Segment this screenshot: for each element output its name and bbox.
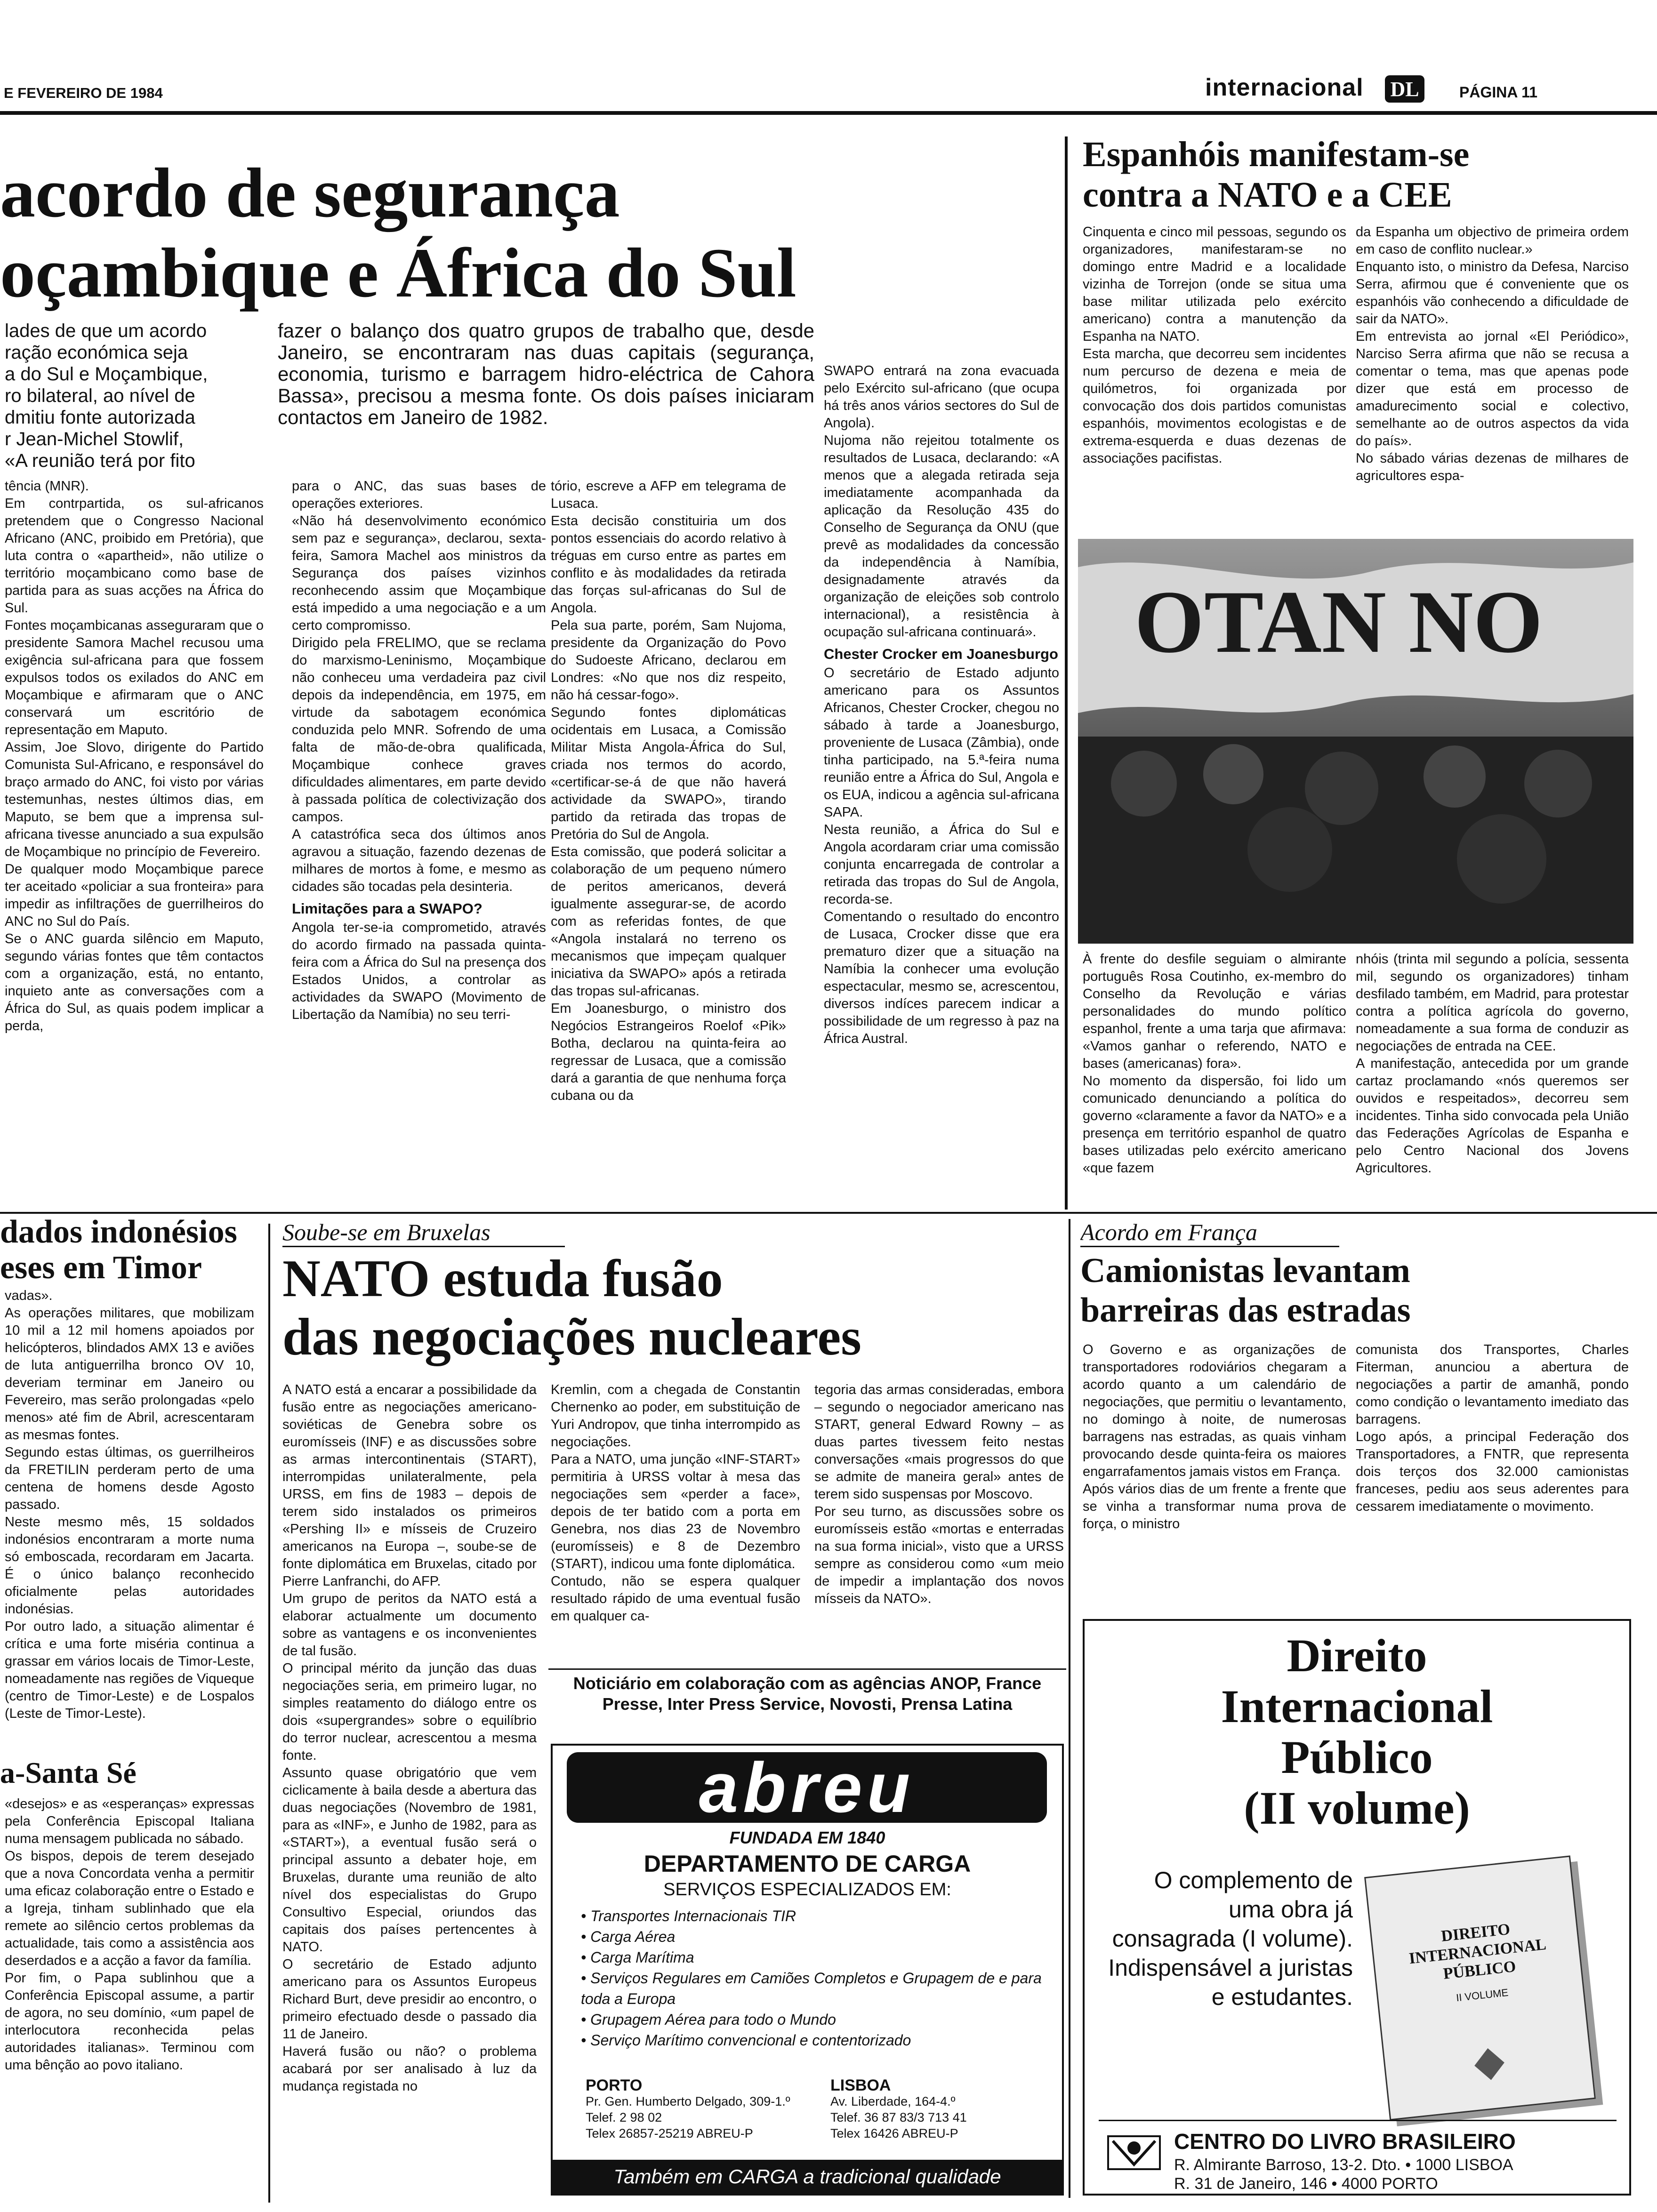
lead-right-rule — [1065, 136, 1068, 1210]
newspaper-logo-icon — [1384, 73, 1425, 104]
vatican-headline: a-Santa Sé — [0, 1756, 137, 1789]
nato-column-2: Kremlin, com a chegada de Constantin Chernenko ao poder, em substituição de Yuri Andropov, que tinha interrompido as negociações. Para a NATO, uma junção «INF-START» permitiria à URSS voltar à mesa das negociações sem «perder a face», depois de ter batido com a porta em Genebra, nos dias 23 de Novembro (euromísseis) e 8 de Dezembro (START), indicou uma fonte diplomática. Contudo, não se espera qualquer resultado rápido de uma eventual fusão em qualquer ca- — [551, 1382, 800, 1624]
porto-telephone: Telef. 2 98 02 — [586, 2110, 662, 2124]
abreu-lisboa-office — [830, 2077, 1047, 2148]
lisboa-address: Av. Liberdade, 164-4.º — [830, 2094, 956, 2108]
book-cover-emblem-icon — [1469, 2044, 1510, 2085]
timor-body: vadas». As operações militares, que mobilizam 10 mil a 12 mil homens apoiados por helicópteros, blindados AMX 13 e aviões de luta antiguerrilha bronco OV 10, deveriam terminar em Janeiro ou Fevereiro, mas serão prolongadas «pelo menos» até fim de Abril, acrescentaram as mesmas fontes. Segundo estas últimas, os guerrilheiros da FRETILIN perderam perto de uma centena de homens desde Agosto passado. Neste mesmo mês, 15 soldados indonésios encontraram a morte numa só emboscada, recordaram em Jacarta. É o único balanço reconhecido oficialmente pelas autoridades indonésias. Por outro lado, a situação alimentar é crítica e uma forte miséria continua a grassar em vários locais de Timor-Leste, nomeadamente nas regiões de Viqueque (centro de Timor-Leste) e de Lospalos (Leste de Timor-Leste). — [5, 1288, 254, 1721]
abreu-department: DEPARTAMENTO DE CARGA — [643, 1851, 971, 1877]
abreu-porto-office — [586, 2077, 802, 2148]
nato-kicker: Soube-se em Bruxelas — [282, 1219, 565, 1247]
page-header — [0, 71, 1657, 108]
book-title-line-2: Internacional — [1221, 1680, 1493, 1732]
lead-column-4 — [824, 362, 1059, 1210]
nato-headline-line-1: NATO estuda fusão — [282, 1250, 723, 1308]
abreu-advert — [551, 1744, 1064, 2196]
spain-headline-line-1: Espanhóis manifestam-se — [1083, 135, 1470, 174]
banner-text: OTAN NO — [1134, 573, 1543, 672]
lead-headline-line-2: oçambique e África do Sul — [0, 234, 796, 312]
abreu-tagline: Também em CARGA a tradicional qualidade — [613, 2165, 1001, 2188]
spain-column-b: da Espanha um objectivo de primeira ordem em caso de conflito nuclear.» Enquanto isto, o ministro da Defesa, Narciso Serra, afirmou que é conveniente que os espanhóis vão conhecendo a dificuldade de sair da NATO». Em entrevista ao jornal «El Periódico», Narciso Serra afirma que não se recusa a comentar o tema, mas que apenas pode dizer que está em processo de amadurecimento social e colectivo, semelhante ao de outros aspectos da vida do país». No sábado várias dezenas de milhares de agricultores espa- — [1356, 224, 1629, 483]
agencies-note: Noticiário em colaboração com as agências ANOP, France Presse, Inter Press Service, Novosti, Prensa Latina — [573, 1674, 1042, 1714]
nato-column-3: tegoria das armas consideradas, embora – segundo o negociador americano nas START, general Edward Rowny – as duas partes tivessem feito nestas conversações «mais progressos do que se admite de maneira geral» antes de terem sido suspensas por Moscovo. Por seu turno, as discussões sobre os euromísseis estão «mortas e enterradas na sua forma inicial», visto que a URSS sempre as considerou como «um meio de impedir a implantação dos novos mísseis da NATO». — [814, 1382, 1064, 1606]
lisboa-telex: Telex 16426 ABREU-P — [830, 2126, 958, 2140]
porto-address: Pr. Gen. Humberto Delgado, 309-1.º — [586, 2094, 790, 2108]
subhead-swapo: Limitações para a SWAPO? — [292, 900, 483, 917]
timor-headline-line-2: eses em Timor — [0, 1250, 202, 1285]
subhead-crocker: Chester Crocker em Joanesburgo — [824, 646, 1058, 662]
lisboa-title: LISBOA — [830, 2077, 891, 2094]
right-column-rule — [1069, 1219, 1070, 2198]
svg-text:DL: DL — [1390, 78, 1419, 101]
upper-section-rule — [0, 1212, 1657, 1214]
lead-headline — [0, 153, 1059, 322]
service-item: • Serviços Regulares em Camiões Completos e Grupagem de e para toda a Europa — [581, 1968, 1042, 2009]
lead-lede-left: lades de que um acordo ração económica seja a do Sul e Moçambique, ro bilateral, ao nível de dmitiu fonte autorizada r Jean-Michel Stowlif, «A reunião terá por fito — [5, 321, 208, 471]
france-headline-line-2: barreiras das estradas — [1080, 1291, 1411, 1330]
book-cover-subtitle: II VOLUME — [1455, 1986, 1509, 2004]
service-item: • Carga Marítima — [581, 1947, 1042, 1968]
lisboa-telephone: Telef. 36 87 83/3 713 41 — [830, 2110, 967, 2124]
abreu-tagline-bar — [553, 2160, 1062, 2194]
agencies-rule — [548, 1668, 1066, 1670]
timor-headline — [0, 1214, 264, 1285]
store-name: CENTRO DO LIVRO BRASILEIRO — [1174, 2129, 1516, 2154]
spain-protest-photo — [1078, 539, 1633, 944]
nato-headline-line-2: das negociações nucleares — [282, 1308, 861, 1366]
spain-headline-line-2: contra a NATO e a CEE — [1083, 175, 1452, 215]
lead-column-2 — [292, 478, 546, 1207]
france-column-a: O Governo e as organizações de transportadores rodoviários chegaram a acordo quanto a um calendário de negociações, que permitiu o levantamento, no domingo à noite, de numerosas barragens nas estradas, as quais vinham provocando desde quinta-feira os maiores engarrafamentos jamais vistos em França. Após vários dias de um frente a frente que se vinha a transformar numa prova de força, o ministro — [1083, 1342, 1346, 1531]
france-headline — [1080, 1251, 1650, 1336]
france-headline-line-1: Camionistas levantam — [1080, 1251, 1410, 1290]
book-cover-image — [1364, 1855, 1596, 2120]
issue-date: E FEVEREIRO DE 1984 — [4, 85, 163, 101]
vatican-body: «desejos» e as «esperanças» expressas pela Conferência Episcopal Italiana numa mensagem publicada no sábado. Os bispos, depois de terem desejado que a nova Concordata venha a permitir uma eficaz colaboração entre o Estado e a Igreja, tinham sublinhado que ela remete ao silêncio certos problemas da actualidade, tais como a assistência aos deserdados e a acção a favor da família. Por fim, o Papa sublinhou que a Conferência Episcopal assume, a partir de agora, no seu domínio, «um papel de interlocutora reconhecida pelas autoridades italianas». Terminou com uma bênção ao povo italiano. — [5, 1796, 254, 2073]
abreu-services-title: SERVIÇOS ESPECIALIZADOS EM: — [663, 1880, 951, 1899]
france-kicker: Acordo em França — [1080, 1219, 1339, 1247]
section-name: internacional — [1205, 74, 1364, 101]
store-logo-icon — [1103, 2127, 1165, 2179]
service-item: • Serviço Marítimo convencional e contentorizado — [581, 2030, 1042, 2051]
abreu-founded: FUNDADA EM 1840 — [729, 1828, 885, 1847]
abreu-logo — [567, 1752, 1047, 1823]
lead-column-4b: O secretário de Estado adjunto americano para os Assuntos Africanos, Chester Crocker, chegou no sábado à tarde a Joanesburgo, proveniente de Lusaca (Zâmbia), onde tinha participado, na 5.ª-feira numa reunião entre a África do Sul, Angola e os EUA, indicou a agência sul-africana SAPA. Nesta reunião, a África do Sul e Angola acordaram criar uma comissão conjunta encarregada de controlar a retirada das tropas do Sul de Angola, recorda-se. Comentando o resultado do encontro de Lusaca, Crocker disse que era prematuro dizer que a situação na Namíbia la conhecer uma evolução espectacular, mesmo se, acrescentou, diversos indíces parecem indicar a possibilidade de um regresso à paz na África Austral. — [824, 665, 1059, 1046]
spain-headline — [1083, 134, 1652, 228]
nato-headline — [282, 1250, 1059, 1372]
page-number: PÁGINA 11 — [1459, 84, 1537, 101]
service-item: • Carga Aérea — [581, 1926, 1042, 1947]
porto-title: PORTO — [586, 2077, 643, 2094]
book-title-line-1: Direito — [1287, 1630, 1427, 1682]
spain-column-a: Cinquenta e cinco mil pessoas, segundo os organizadores, manifestaram-se no domingo entre Madrid e a localidade vizinha de Torrejon (onde se situa uma base militar utilizada pelo exército americano) contra a manutenção da Espanha na NATO. Esta marcha, que decorreu sem incidentes num percurso de dezena e meia de quilómetros, foi organizada por convocação dos dois partidos comunistas espanhóis, movimentos ecologistas e de extrema-esquerda e duas dezenas de associações pacifistas. — [1083, 224, 1346, 466]
book-copy: O complemento de uma obra já consagrada (I volume). Indispensável a juristas e estudantes. — [1108, 1867, 1353, 2010]
header-rule — [0, 111, 1657, 115]
book-title-line-4: (II volume) — [1244, 1782, 1470, 1834]
lead-column-1: tência (MNR). Em contrpartida, os sul-africanos pretendem que o Congresso Nacional Africano (ANC, proibido em Pretória), que luta contra o «apartheid», não utilize o território moçambicano como base de partida para as suas acções na África do Sul. Fontes moçambicanas asseguraram que o presidente Samora Machel recusou uma exigência sul-africana para que fossem expulsos todos os exilados do ANC em Moçambique e afirmaram que o ANC conservará um escritório de representação em Maputo. Assim, Joe Slovo, dirigente do Partido Comunista Sul-Africano, e responsável do braço armado do ANC, foi visto por várias testemunhas, nestes últimos dias, em Maputo, se bem que a imprensa sul-africana tivesse anunciado a sua expulsão de Moçambique no princípio de Fevereiro. De qualquer modo Moçambique parece ter aceitado «policiar a sua fronteira» para impedir as infiltrações de guerrilheiros do ANC no Sul do País. Se o ANC guarda silêncio em Maputo, segundo várias fontes que têm contactos com a organização, está, no entanto, inquieto ante as conversações com a África do Sul, as quais podem implicar a perda, — [5, 479, 264, 1034]
nato-column-1: A NATO está a encarar a possibilidade da fusão entre as negociações americano-soviéticas de Genebra sobre os euromísseis (INF) e as discussões sobre as armas intercontinentais (START), interrompidas unilateralmente, pela URSS, em fins de 1983 – depois de terem sido instalados os primeiros «Pershing II» e mísseis de Cruzeiro americanos na Europa –, soube-se de fonte diplomática em Bruxelas, citado por Pierre Lanfranchi, do AFP. Um grupo de peritos da NATO está a elaborar actualmente um documento sobre as vantagens e os inconvenientes de tal fusão. O principal mérito da junção das duas negociações seria, em primeiro lugar, no simples reatamento do diálogo entre os dois «supergrandes» sobre o equilíbrio do terror nuclear, acrescentou a mesma fonte. Assunto quase obrigatório que vem ciclicamente à baila desde a abertura das duas negociações (Novembro de 1981, para as «INF», e Junho de 1982, para as «START»), a eventual fusão será o principal assunto a debater hoje, em Bruxelas, durante uma reunião de alto nível dos especialistas do Grupo Consultivo Especial, oriundos das capitais dos países pertencentes à NATO. O secretário de Estado adjunto americano para os Assuntos Europeus Richard Burt, deve presidir ao encontro, o primeiro efectuado desde o passado dia 11 de Janeiro. Haverá fusão ou não? o problema acabará por ser analisado à luz da mudança registada no — [282, 1382, 537, 2094]
lead-lede-right: fazer o balanço dos quatro grupos de trabalho que, desde Janeiro, se encontraram nas duas capitais (segurança, economia, turismo e barragem hidro-eléctrica de Cahora Bassa», precisou a mesma fonte. Os dois países iniciaram contactos em Janeiro de 1982. — [278, 320, 814, 428]
book-advert — [1083, 1619, 1631, 2196]
lead-headline-line-1: acordo de segurança — [0, 154, 620, 232]
book-footer-rule — [1099, 2120, 1617, 2121]
abreu-logo-text: abreu — [699, 1752, 915, 1823]
lead-column-3: tório, escreve a AFP em telegrama de Lusaca. Esta decisão constituiria um dos pontos essenciais do acordo relativo à tréguas em curso entre as partes em conflito e às modalidades da retirada das forças sul-africanas do Sul de Angola. Pela sua parte, porém, Sam Nujoma, presidente da Organização do Povo do Sudoeste Africano, declarou em Londres: «No que nos diz respeito, não há cessar-fogo». Segundo fontes diplomáticas ocidentais em Lusaca, a Comissão Militar Mista Angola-África do Sul, criada nos termos do acordo, «certificar-se-á de que não haverá actividade da SWAPO», tirando partido da retirada das tropas de Pretória do Sul de Angola. Esta comissão, que poderá solicitar a colaboração de um pequeno número de peritos americanos, deverá igualmente assegurar-se, de acordo com as referidas fontes, de que «Angola instalará no terreno os mecanismos que impeçam qualquer iniciativa da SWAPO» após a retirada das tropas sul-africanas. Em Joanesburgo, o ministro dos Negócios Estrangeiros Roelof «Pik» Botha, declarou na quinta-feira ao regressar de Lusaca, que a comissão dará a garantia de que nenhuma força cubana ou da — [551, 479, 786, 1103]
lead-column-2a: para o ANC, das suas bases de operações exteriores. «Não há desenvolvimento económico sem paz e segurança», declarou, sexta-feira, Samora Machel aos ministros da Segurança dos países vizinhos reconhecendo assim que Moçambique está impedido a uma negociação e a um certo compromisso. Dirigido pela FRELIMO, que se reclama do marxismo-Leninismo, Moçambique não conheceu uma verdadeira paz civil depois da independência, em 1975, em virtude da sabotagem económica conduzida pelo MNR. Sofrendo de uma falta de mão-de-obra qualificada, Moçambique conhece graves dificuldades alimentares, em parte devido à passada política de colectivização dos campos. A catastrófica seca dos últimos anos agravou a situação, fazendo dezenas de milhares de mortos à fome, e mesmo as cidades são tocadas pela desinteria. — [292, 479, 546, 894]
porto-telex: Telex 26857-25219 ABREU-P — [586, 2126, 753, 2140]
lead-column-2b: Angola ter-se-ia comprometido, através do acordo firmado na passada quinta-feira com a África do Sul na presença dos Estados Unidos, a controlar as actividades da SWAPO (Movimento de Libertação da Namíbia) no seu terri- — [292, 920, 546, 1022]
book-title — [1085, 1630, 1629, 1851]
store-address-lisboa: R. Almirante Barroso, 13-2. Dto. • 1000 LISBOA — [1174, 2156, 1513, 2174]
book-cover-title: DIREITO INTERNACIONAL PÚBLICO — [1408, 1920, 1547, 1983]
service-item: • Transportes Internacionais TIR — [581, 1906, 1042, 1926]
spain-column-c: À frente do desfile seguiam o almirante português Rosa Coutinho, ex-membro do Conselho da Revolução e várias personalidades do mundo político espanhol, frente a uma tarja que afirmava: «Vamos ganhar o referendo, NATO e bases (americanas) fora». No momento da dispersão, foi lido um comunicado denunciando a política do governo «claramente a favor da NATO» e a presença em território espanhol de quatro bases utilizadas pelo exército americano «que fazem — [1083, 952, 1346, 1176]
france-column-b: comunista dos Transportes, Charles Fiterman, anunciou a abertura de negociações a partir de amanhã, pondo como condição o levantamento imediato das barragens. Logo após, a principal Federação dos Transportadores, a FNTR, que representa dois terços dos 32.000 camionistas franceses, pediu aos seus aderentes para cessarem imediatamente o movimento. — [1356, 1342, 1629, 1514]
store-address-porto: R. 31 de Janeiro, 146 • 4000 PORTO — [1174, 2175, 1438, 2193]
lead-column-4a: SWAPO entrará na zona evacuada pelo Exército sul-africano (que ocupa há três anos vários sectores do Sul de Angola). Nujoma não rejeitou totalmente os resultados de Lusaca, declarando: «A menos que a alegada retirada seja imediatamente acompanhada da aplicação da Resolução 435 do Conselho de Segurança da ONU (que prevê as modalidades da concessão da independência à Namíbia, designadamente através da organização de eleições sob controlo internacional), a resistência à ocupação sul-africana continuará». — [824, 363, 1059, 640]
timor-headline-line-1: dados indonésios — [0, 1214, 237, 1250]
book-title-line-3: Público — [1281, 1731, 1433, 1783]
abreu-services-list — [581, 1906, 1042, 2075]
left-column-rule — [268, 1224, 270, 2203]
service-item: • Grupagem Aérea para todo o Mundo — [581, 2009, 1042, 2030]
spain-column-d: nhóis (trinta mil segundo a polícia, sessenta mil, segundo os organizadores) tinham desfilado também, em Madrid, para protestar contra a política agrícola do governo, nomeadamente a sua forma de conduzir as negociações de entrada na CEE. A manifestação, antecedida por um grande cartaz proclamando «nós queremos ser ouvidos e respeitados», decorreu sem incidentes. Tinha sido convocada pela União das Federações Agrícolas de Espanha e pelo Centro Nacional dos Jovens Agricultores. — [1356, 952, 1629, 1176]
